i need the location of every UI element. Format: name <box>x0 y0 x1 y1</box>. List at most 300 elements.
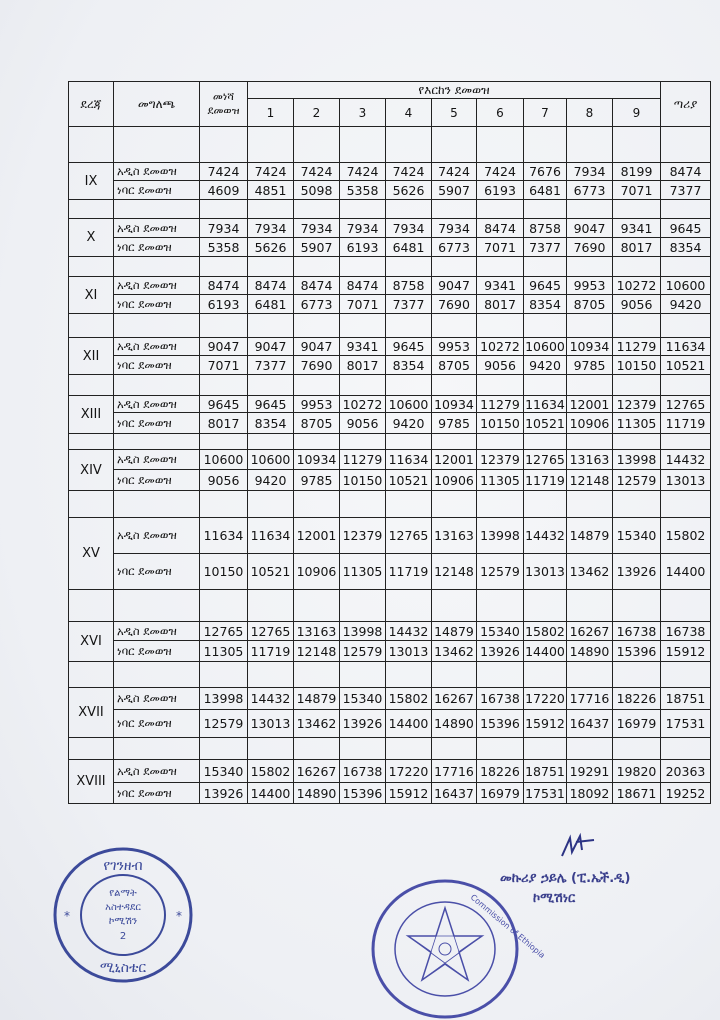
spacer-row <box>69 491 711 518</box>
salary-cell: 12148 <box>294 641 340 662</box>
salary-cell: 6193 <box>477 181 524 200</box>
salary-row-new <box>69 163 711 181</box>
salary-cell: 9420 <box>386 413 432 434</box>
salary-cell: 12579 <box>613 470 661 491</box>
salary-cell: 18751 <box>661 688 711 710</box>
salary-cell: 10521 <box>386 470 432 491</box>
salary-cell: 7424 <box>248 163 294 181</box>
salary-cell: 19291 <box>567 760 613 783</box>
grade-cell: XII <box>69 338 114 375</box>
salary-cell: 16979 <box>613 710 661 738</box>
salary-cell: 12579 <box>200 710 248 738</box>
new-salary-label: አዲስ ደመወዝ <box>114 277 200 295</box>
salary-cell: 18226 <box>477 760 524 783</box>
salary-cell: 11719 <box>386 554 432 590</box>
salary-cell: 11305 <box>340 554 386 590</box>
salary-cell: 15802 <box>248 760 294 783</box>
salary-cell: 13013 <box>524 554 567 590</box>
salary-cell: 11305 <box>200 641 248 662</box>
salary-cell: 10600 <box>386 396 432 413</box>
new-salary-label: አዲስ ደመወዝ <box>114 760 200 783</box>
spacer-row <box>69 314 711 338</box>
salary-cell: 8705 <box>294 413 340 434</box>
salary-cell: 7424 <box>340 163 386 181</box>
grade-cell: XVI <box>69 622 114 662</box>
step-header-6: 6 <box>477 99 524 127</box>
salary-cell: 10150 <box>477 413 524 434</box>
old-salary-label: ነባር ደመወዝ <box>114 470 200 491</box>
salary-cell: 9645 <box>661 219 711 238</box>
salary-row-old <box>69 554 711 590</box>
salary-cell: 13013 <box>386 641 432 662</box>
spacer-row <box>69 257 711 277</box>
salary-cell: 10150 <box>200 554 248 590</box>
salary-cell: 9645 <box>524 277 567 295</box>
salary-cell: 12379 <box>340 518 386 554</box>
commission-seal <box>370 878 547 1020</box>
salary-row-old <box>69 710 711 738</box>
salary-cell: 15340 <box>200 760 248 783</box>
salary-cell: 14879 <box>432 622 477 641</box>
salary-cell: 9047 <box>567 219 613 238</box>
salary-cell: 9645 <box>248 396 294 413</box>
salary-cell: 18226 <box>613 688 661 710</box>
salary-cell: 14432 <box>386 622 432 641</box>
salary-cell: 9953 <box>294 396 340 413</box>
salary-cell: 19820 <box>613 760 661 783</box>
salary-cell: 7934 <box>340 219 386 238</box>
salary-cell: 8705 <box>432 356 477 375</box>
salary-row-new <box>69 338 711 356</box>
salary-cell: 10521 <box>661 356 711 375</box>
spacer-row <box>69 127 711 163</box>
salary-cell: 7071 <box>340 295 386 314</box>
salary-cell: 12765 <box>524 450 567 470</box>
old-salary-label: ነባር ደመወዝ <box>114 641 200 662</box>
salary-cell: 11719 <box>248 641 294 662</box>
old-salary-label: ነባር ደመወዝ <box>114 295 200 314</box>
new-salary-label: አዲስ ደመወዝ <box>114 396 200 413</box>
salary-cell: 12379 <box>613 396 661 413</box>
salary-cell: 7424 <box>200 163 248 181</box>
salary-cell: 13998 <box>200 688 248 710</box>
salary-cell: 8354 <box>386 356 432 375</box>
salary-row-old <box>69 783 711 804</box>
salary-row-new <box>69 760 711 783</box>
salary-cell: 20363 <box>661 760 711 783</box>
salary-cell: 10521 <box>248 554 294 590</box>
salary-cell: 4609 <box>200 181 248 200</box>
salary-cell: 15396 <box>613 641 661 662</box>
salary-cell: 9056 <box>477 356 524 375</box>
old-salary-label: ነባር ደመወዝ <box>114 710 200 738</box>
salary-cell: 12001 <box>294 518 340 554</box>
salary-cell: 7690 <box>294 356 340 375</box>
salary-cell: 6193 <box>340 238 386 257</box>
salary-cell: 17716 <box>567 688 613 710</box>
salary-cell: 11279 <box>340 450 386 470</box>
new-salary-label: አዲስ ደመወዝ <box>114 338 200 356</box>
grade-cell: XV <box>69 518 114 590</box>
salary-cell: 9341 <box>340 338 386 356</box>
salary-cell: 9953 <box>567 277 613 295</box>
salary-cell: 7676 <box>524 163 567 181</box>
salary-cell: 8474 <box>294 277 340 295</box>
salary-cell: 15802 <box>386 688 432 710</box>
salary-cell: 17220 <box>524 688 567 710</box>
salary-cell: 12001 <box>567 396 613 413</box>
salary-cell: 17531 <box>661 710 711 738</box>
salary-cell: 8474 <box>661 163 711 181</box>
salary-cell: 7377 <box>524 238 567 257</box>
salary-row-new <box>69 277 711 295</box>
salary-row-old <box>69 413 711 434</box>
salary-cell: 12001 <box>432 450 477 470</box>
salary-cell: 6481 <box>386 238 432 257</box>
salary-cell: 12579 <box>477 554 524 590</box>
salary-cell: 16738 <box>613 622 661 641</box>
salary-cell: 7377 <box>386 295 432 314</box>
salary-cell: 8758 <box>386 277 432 295</box>
salary-cell: 9047 <box>248 338 294 356</box>
spacer-row <box>69 375 711 396</box>
salary-cell: 16738 <box>661 622 711 641</box>
step-header-9: 9 <box>613 99 661 127</box>
salary-cell: 13926 <box>477 641 524 662</box>
salary-row-new <box>69 219 711 238</box>
new-salary-label: አዲስ ደመወዝ <box>114 163 200 181</box>
stamp-top-text: የገንዘብ <box>103 858 143 874</box>
grade-cell: XIV <box>69 450 114 491</box>
salary-cell: 16267 <box>294 760 340 783</box>
salary-cell: 14400 <box>248 783 294 804</box>
svg-text:ኮሚሽን: ኮሚሽን <box>108 916 138 927</box>
salary-cell: 8705 <box>567 295 613 314</box>
salary-cell: 9047 <box>294 338 340 356</box>
officer-name: መኩሪያ ኃይሌ (ፒ.ኤች.ዲ) <box>500 871 631 886</box>
salary-cell: 10600 <box>661 277 711 295</box>
salary-row-old <box>69 641 711 662</box>
salary-cell: 16738 <box>477 688 524 710</box>
old-salary-label: ነባር ደመወዝ <box>114 181 200 200</box>
salary-cell: 11634 <box>525 396 565 412</box>
start-salary-header: መነሻ ደመወዝ <box>200 82 248 127</box>
salary-cell: 6193 <box>200 295 248 314</box>
salary-cell: 16267 <box>567 622 613 641</box>
salary-cell: 8758 <box>524 219 567 238</box>
salary-cell: 10906 <box>432 470 477 491</box>
grade-cell: XVII <box>69 688 114 738</box>
salary-cell: 7071 <box>613 181 661 200</box>
salary-row-old <box>69 295 711 314</box>
salary-cell: 14879 <box>567 518 613 554</box>
salary-cell: 17531 <box>524 783 567 804</box>
salary-cell: 14400 <box>661 554 711 590</box>
salary-cell: 11634 <box>661 338 711 356</box>
ceiling-header: ጣሪያ <box>661 82 711 127</box>
salary-cell: 16738 <box>340 760 386 783</box>
salary-cell: 9785 <box>567 356 613 375</box>
salary-cell: 6481 <box>524 181 567 200</box>
grade-cell: XI <box>69 277 114 314</box>
svg-text:Commission of Ethiopia: Commission of Ethiopia <box>468 892 547 961</box>
salary-cell: 10906 <box>567 413 613 434</box>
salary-cell: 9420 <box>248 470 294 491</box>
salary-cell: 8017 <box>340 356 386 375</box>
salary-cell: 11305 <box>477 470 524 491</box>
salary-cell: 14400 <box>524 641 567 662</box>
new-salary-label: አዲስ ደመወዝ <box>114 622 200 641</box>
old-salary-label: ነባር ደመወዝ <box>114 238 200 257</box>
salary-cell: 11634 <box>248 518 294 554</box>
salary-cell: 11279 <box>613 338 661 356</box>
salary-cell: 13163 <box>567 450 613 470</box>
salary-cell: 13462 <box>567 554 613 590</box>
salary-row-old <box>69 181 711 200</box>
salary-cell: 14879 <box>294 688 340 710</box>
salary-cell: 7934 <box>294 219 340 238</box>
salary-cell: 18092 <box>567 783 613 804</box>
salary-cell: 9645 <box>200 396 248 413</box>
salary-cell: 13926 <box>613 554 661 590</box>
salary-cell: 7424 <box>477 163 524 181</box>
step-header-2: 2 <box>294 99 340 127</box>
salary-cell: 11719 <box>524 470 567 491</box>
salary-cell: 15340 <box>613 518 661 554</box>
grade-header: ደረጃ <box>69 82 114 127</box>
old-salary-label: ነባር ደመወዝ <box>114 356 200 375</box>
salary-cell: 11634 <box>386 450 432 470</box>
grade-cell: XVIII <box>69 760 114 804</box>
old-salary-label: ነባር ደመወዝ <box>114 413 200 434</box>
step-header-5: 5 <box>432 99 477 127</box>
salary-cell: 10272 <box>613 277 661 295</box>
salary-row-old <box>69 238 711 257</box>
salary-cell: 8017 <box>200 413 248 434</box>
salary-cell: 13013 <box>248 710 294 738</box>
salary-cell: 5098 <box>294 181 340 200</box>
step-header-1: 1 <box>248 99 294 127</box>
salary-cell: 9953 <box>432 338 477 356</box>
salary-cell: 10600 <box>248 450 294 470</box>
salary-cell: 5907 <box>294 238 340 257</box>
salary-cell: 16979 <box>477 783 524 804</box>
salary-cell: 9645 <box>386 338 432 356</box>
svg-text:*: * <box>176 909 182 923</box>
svg-text:2: 2 <box>119 931 127 942</box>
salary-cell: 16437 <box>432 783 477 804</box>
salary-cell: 8474 <box>200 277 248 295</box>
salary-cell: 19252 <box>661 783 711 804</box>
step-header-3: 3 <box>340 99 386 127</box>
salary-cell: 10600 <box>200 450 248 470</box>
salary-cell: 13462 <box>294 710 340 738</box>
salary-cell: 15912 <box>524 710 567 738</box>
salary-cell: 10272 <box>477 338 524 356</box>
salary-row-new <box>69 622 711 641</box>
ministry-stamp <box>52 846 194 984</box>
salary-cell: 17220 <box>386 760 432 783</box>
salary-cell: 7934 <box>200 219 248 238</box>
signature-mark <box>560 832 600 862</box>
salary-cell: 10934 <box>567 338 613 356</box>
salary-cell: 8017 <box>477 295 524 314</box>
salary-cell: 9420 <box>661 295 711 314</box>
salary-cell: 15802 <box>661 518 711 554</box>
salary-cell: 13998 <box>477 518 524 554</box>
salary-cell: 12765 <box>386 518 432 554</box>
salary-cell: 6773 <box>432 238 477 257</box>
salary-cell: 6773 <box>294 295 340 314</box>
step-salary-header: የእርከን ደመወዝ <box>248 82 661 99</box>
salary-cell: 14890 <box>432 710 477 738</box>
step-header-8: 8 <box>567 99 613 127</box>
salary-cell: 8017 <box>613 238 661 257</box>
salary-cell: 12579 <box>340 641 386 662</box>
salary-cell: 9047 <box>432 277 477 295</box>
grade-cell: XIII <box>69 396 114 434</box>
salary-cell: 14400 <box>386 710 432 738</box>
salary-cell: 4851 <box>248 181 294 200</box>
salary-cell: 9056 <box>340 413 386 434</box>
salary-cell: 13462 <box>432 641 477 662</box>
new-salary-label: አዲስ ደመወዝ <box>114 450 200 470</box>
salary-cell: 15912 <box>661 641 711 662</box>
salary-cell: 10272 <box>340 396 386 413</box>
salary-cell: 9056 <box>613 295 661 314</box>
salary-cell: 13013 <box>661 470 711 491</box>
salary-cell: 7071 <box>477 238 524 257</box>
officer-title: ኮሚሽነር <box>533 891 576 906</box>
salary-cell: 16267 <box>432 688 477 710</box>
svg-text:የልማት: የልማት <box>109 888 137 899</box>
salary-cell: 5907 <box>432 181 477 200</box>
salary-cell: 13163 <box>294 622 340 641</box>
salary-cell: 5626 <box>248 238 294 257</box>
salary-cell: 14432 <box>524 518 567 554</box>
salary-cell: 8354 <box>248 413 294 434</box>
salary-cell: 12765 <box>248 622 294 641</box>
salary-cell: 7071 <box>200 356 248 375</box>
salary-cell: 10934 <box>294 450 340 470</box>
salary-cell: 12148 <box>432 554 477 590</box>
salary-cell: 10906 <box>294 554 340 590</box>
svg-text:አስተዳደር: አስተዳደር <box>105 902 141 913</box>
salary-row-old <box>69 470 711 491</box>
salary-cell: 12765 <box>661 396 711 413</box>
spacer-row <box>69 662 711 688</box>
grade-cell: X <box>69 219 114 257</box>
salary-cell: 15912 <box>386 783 432 804</box>
salary-cell: 14432 <box>248 688 294 710</box>
salary-cell: 7424 <box>294 163 340 181</box>
salary-cell: 8474 <box>340 277 386 295</box>
salary-cell: 12379 <box>477 450 524 470</box>
step-header-4: 4 <box>386 99 432 127</box>
salary-cell: 15802 <box>525 623 565 639</box>
spacer-row <box>69 738 711 760</box>
salary-cell: 13163 <box>432 518 477 554</box>
salary-cell: 7934 <box>432 219 477 238</box>
salary-cell: 9341 <box>613 219 661 238</box>
salary-scale-table <box>68 81 711 804</box>
salary-row-old <box>69 356 711 375</box>
salary-cell: 5358 <box>200 238 248 257</box>
new-salary-label: አዲስ ደመወዝ <box>114 688 200 710</box>
salary-cell: 16437 <box>567 710 613 738</box>
salary-cell: 11719 <box>661 413 711 434</box>
salary-cell: 7934 <box>248 219 294 238</box>
salary-cell: 15396 <box>477 710 524 738</box>
salary-row-new <box>69 450 711 470</box>
salary-cell: 5626 <box>386 181 432 200</box>
salary-row-new <box>69 688 711 710</box>
spacer-row <box>69 434 711 450</box>
salary-cell: 8354 <box>661 238 711 257</box>
salary-cell: 9047 <box>200 338 248 356</box>
salary-row-new <box>69 396 711 413</box>
salary-cell: 13926 <box>200 783 248 804</box>
salary-cell: 9785 <box>432 413 477 434</box>
salary-cell: 15340 <box>477 622 524 641</box>
salary-cell: 9056 <box>200 470 248 491</box>
salary-cell: 18671 <box>613 783 661 804</box>
salary-cell: 14432 <box>661 450 711 470</box>
salary-cell: 10600 <box>525 339 565 354</box>
salary-cell: 12148 <box>567 470 613 491</box>
salary-cell: 13998 <box>340 622 386 641</box>
salary-cell: 15340 <box>340 688 386 710</box>
salary-cell: 11279 <box>477 396 524 413</box>
salary-cell: 10934 <box>432 396 477 413</box>
salary-cell: 13998 <box>613 450 661 470</box>
salary-cell: 9785 <box>294 470 340 491</box>
salary-cell: 17716 <box>432 760 477 783</box>
salary-cell: 7690 <box>567 238 613 257</box>
salary-cell: 12765 <box>200 622 248 641</box>
salary-cell: 5358 <box>340 181 386 200</box>
salary-cell: 9420 <box>524 356 567 375</box>
salary-cell: 7424 <box>386 163 432 181</box>
salary-cell: 8474 <box>477 219 524 238</box>
salary-cell: 8354 <box>524 295 567 314</box>
salary-cell: 7424 <box>432 163 477 181</box>
old-salary-label: ነባር ደመወዝ <box>114 554 200 590</box>
old-salary-label: ነባር ደመወዝ <box>114 783 200 804</box>
salary-cell: 9341 <box>477 277 524 295</box>
salary-cell: 8199 <box>613 163 661 181</box>
salary-cell: 14890 <box>294 783 340 804</box>
salary-cell: 14890 <box>567 641 613 662</box>
grade-cell: IX <box>69 163 114 200</box>
salary-cell: 11305 <box>613 413 661 434</box>
new-salary-label: አዲስ ደመወዝ <box>114 219 200 238</box>
salary-cell: 6773 <box>567 181 613 200</box>
new-salary-label: አዲስ ደመወዝ <box>114 518 200 554</box>
salary-cell: 8474 <box>248 277 294 295</box>
spacer-row <box>69 590 711 622</box>
salary-cell: 15396 <box>340 783 386 804</box>
salary-cell: 13926 <box>340 710 386 738</box>
salary-cell: 7690 <box>432 295 477 314</box>
salary-cell: 10150 <box>340 470 386 491</box>
salary-cell: 7934 <box>386 219 432 238</box>
svg-text:ሚኒስቴር: ሚኒስቴር <box>99 960 147 976</box>
svg-text:*: * <box>64 909 70 923</box>
salary-cell: 7934 <box>567 163 613 181</box>
salary-cell: 11634 <box>200 518 248 554</box>
salary-cell: 18751 <box>524 760 567 783</box>
